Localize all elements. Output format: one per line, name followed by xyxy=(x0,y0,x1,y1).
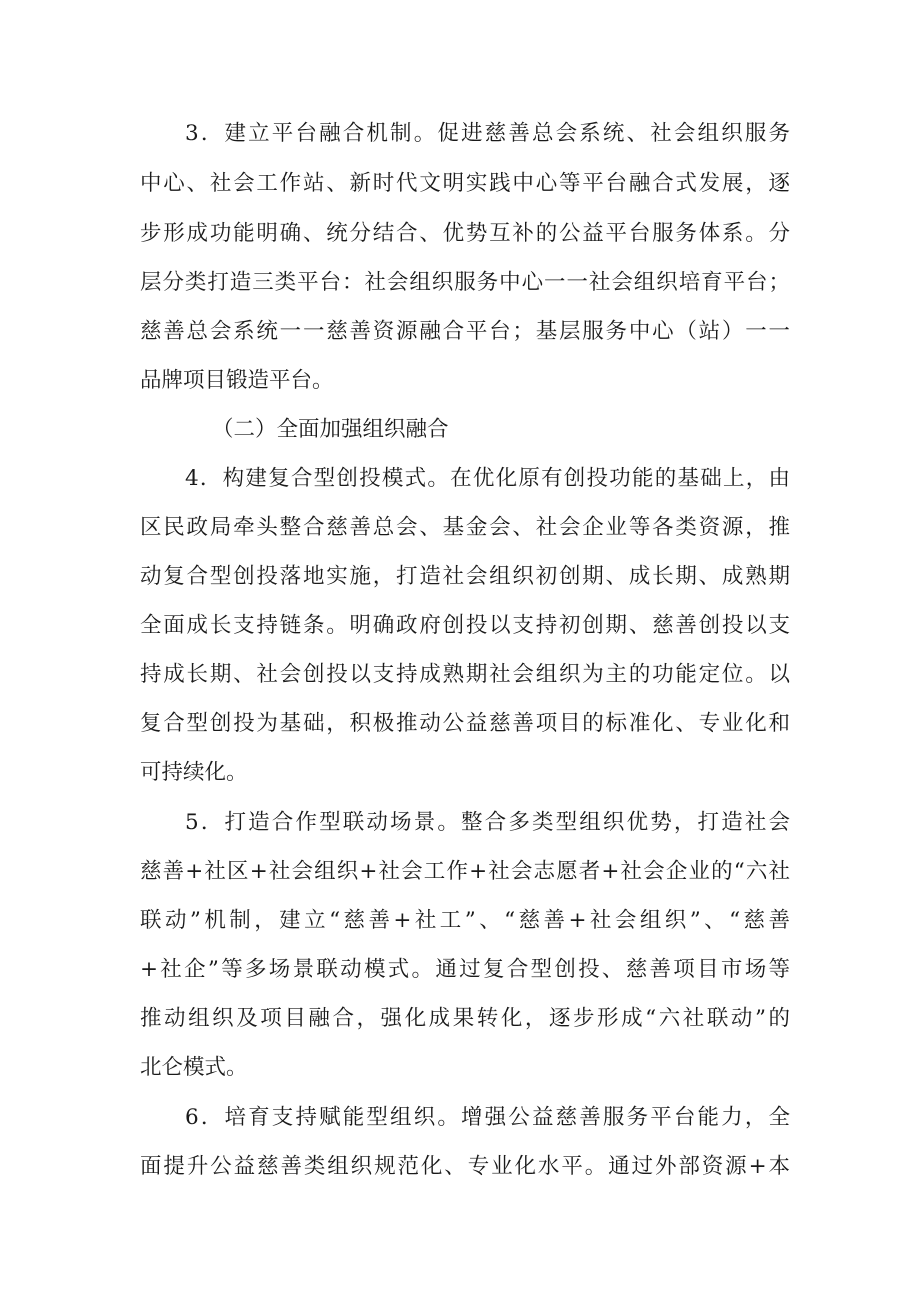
paragraph-6-line-2: 面提升公益慈善类组织规范化、专业化水平。通过外部资源+本 xyxy=(140,1154,790,1179)
paragraph-3-line-6: 品牌项目锻造平台。 xyxy=(140,368,334,393)
paragraph-4-line-7: 可持续化。 xyxy=(140,760,248,785)
paragraph-3-line-2: 中心、社会工作站、新时代文明实践中心等平台融合式发展，逐 xyxy=(140,171,790,196)
paragraph-4-line-2: 区民政局牵头整合慈善总会、基金会、社会企业等各类资源，推 xyxy=(140,515,790,540)
section-heading: （二）全面加强组织融合 xyxy=(212,417,449,442)
paragraph-6-line-1: 6．培育支持赋能型组织。增强公益慈善服务平台能力，全 xyxy=(185,1105,790,1130)
paragraph-4-line-5: 持成长期、社会创投以支持成熟期社会组织为主的功能定位。以 xyxy=(140,662,790,687)
paragraph-5-line-3: 联动”机制，建立“慈善+社工”、“慈善+社会组织”、“慈善 xyxy=(140,908,790,933)
paragraph-3-line-4: 层分类打造三类平台：社会组织服务中心一一社会组织培育平台； xyxy=(140,270,790,295)
paragraph-4-line-1: 4．构建复合型创投模式。在优化原有创投功能的基础上，由 xyxy=(185,466,790,491)
paragraph-5-line-6: 北仑模式。 xyxy=(140,1055,248,1080)
paragraph-3-line-5: 慈善总会系统一一慈善资源融合平台；基层服务中心（站）一一 xyxy=(140,319,790,344)
paragraph-3-line-3: 步形成功能明确、统分结合、优势互补的公益平台服务体系。分 xyxy=(140,221,790,246)
paragraph-3-line-1: 3．建立平台融合机制。促进慈善总会系统、社会组织服务 xyxy=(185,121,790,146)
paragraph-5-line-5: 推动组织及项目融合，强化成果转化，逐步形成“六社联动”的 xyxy=(140,1006,790,1031)
paragraph-5-line-4: +社企”等多场景联动模式。通过复合型创投、慈善项目市场等 xyxy=(140,957,790,982)
paragraph-5-line-1: 5．打造合作型联动场景。整合多类型组织优势，打造社会 xyxy=(185,810,790,835)
paragraph-4-line-3: 动复合型创投落地实施，打造社会组织初创期、成长期、成熟期 xyxy=(140,564,790,589)
paragraph-4-line-6: 复合型创投为基础，积极推动公益慈善项目的标准化、专业化和 xyxy=(140,711,790,736)
paragraph-4-line-4: 全面成长支持链条。明确政府创投以支持初创期、慈善创投以支 xyxy=(140,613,790,638)
paragraph-5-line-2: 慈善+社区+社会组织+社会工作+社会志愿者+社会企业的“六社 xyxy=(140,859,790,884)
